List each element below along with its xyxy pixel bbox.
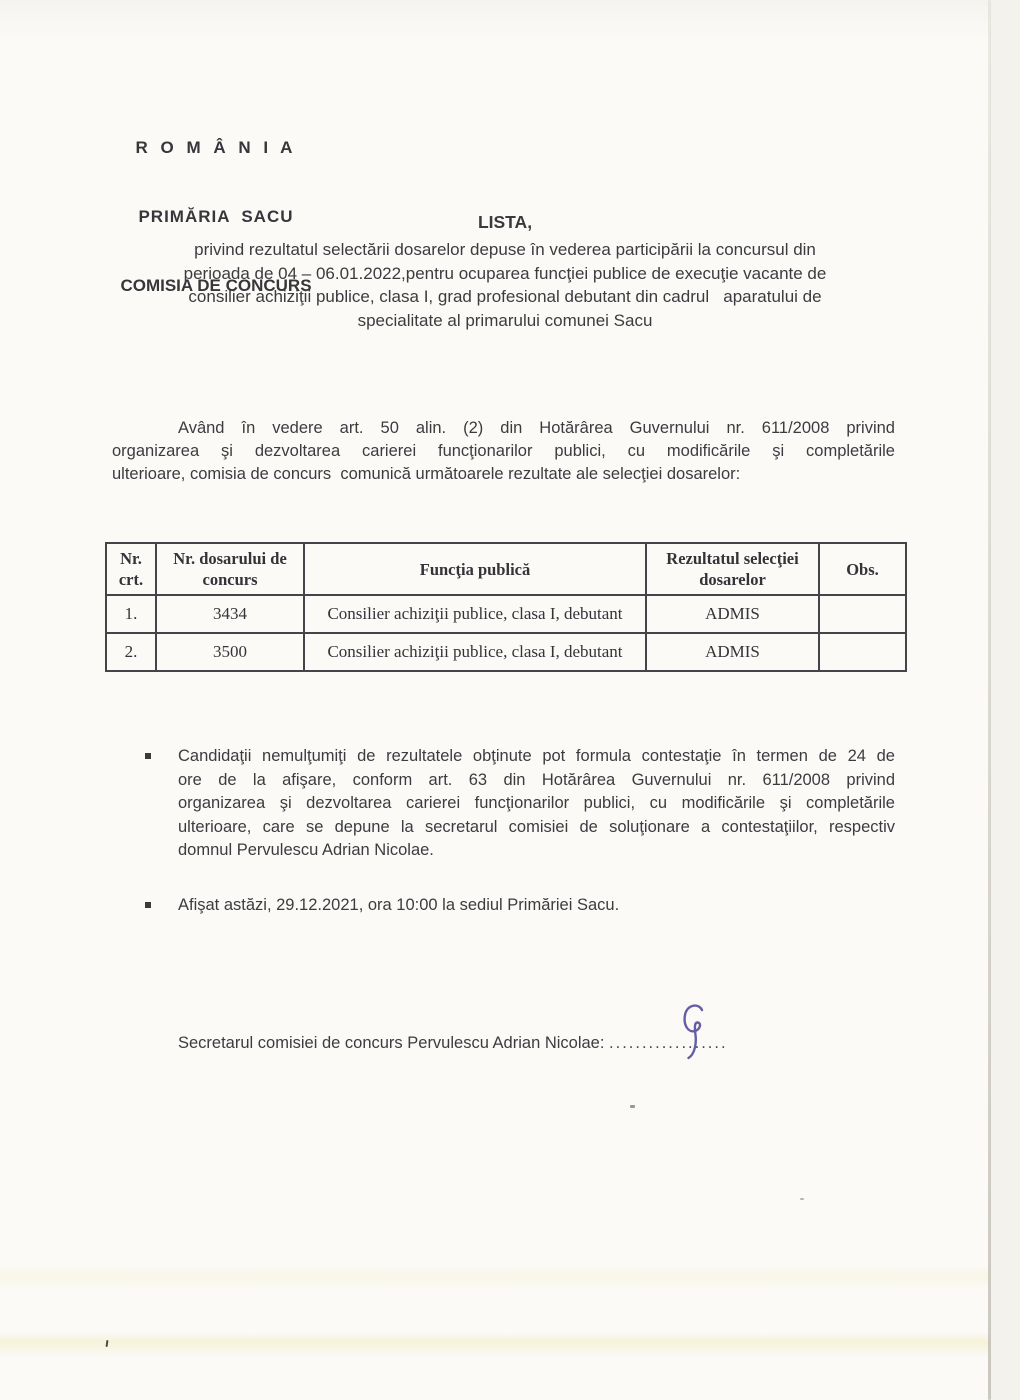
header-cell-nr-dosar: Nr. dosarului de concurs (156, 543, 304, 595)
cell-obs (819, 633, 906, 671)
document-subtitle (105, 238, 905, 332)
bullet-square-icon (145, 894, 178, 908)
cell-nr: 1. (106, 595, 156, 633)
signature-dots-right: ............ (648, 1034, 728, 1052)
bullet-line: ulterioare, care se depune la secretarul comisiei de soluţionare a contestaţiilor, respectiv (178, 817, 895, 836)
header-cell-rezultat: Rezultatul selecţiei dosarelor (646, 543, 819, 595)
header-cell-obs: Obs. (819, 543, 906, 595)
cell-functie: Consilier achiziţii publice, clasa I, debutant (304, 595, 646, 633)
subtitle-line: specialitate al primarului comunei Sacu (357, 310, 653, 330)
bullet-square-icon (145, 745, 178, 759)
intro-line: Având în vedere art. 50 alin. (2) din Hotărârea Guvernului nr. 611/2008 privind (178, 419, 895, 437)
letterhead-institution: PRIMĂRIA SACU (138, 207, 294, 226)
cell-nr: 2. (106, 633, 156, 671)
table-header-row (106, 543, 906, 595)
scan-speck (800, 1198, 804, 1200)
handwritten-signature-icon (674, 1001, 716, 1065)
scan-page-edge-line (988, 0, 991, 1400)
bullet-text (178, 894, 895, 918)
bullet-line: organizarea şi dezvoltarea carierei funcţionarilor publici, cu modificările şi completările (178, 794, 895, 812)
subtitle-line: consilier achiziţii publice, clasa I, grad profesional debutant din cadrul aparatului de (188, 287, 822, 306)
document-heading: LISTA, (477, 212, 533, 232)
scan-speck (106, 1340, 109, 1347)
bullet-item-afisat (145, 894, 895, 918)
bullet-line: ore de la afişare, conform art. 63 din Hotărârea Guvernului nr. 611/2008 privind (178, 770, 895, 789)
signature-line (178, 1034, 728, 1053)
cell-rezultat: ADMIS (646, 633, 819, 671)
results-table (105, 542, 907, 672)
header-cell-nr-crt: Nr. crt. (106, 543, 156, 595)
subtitle-line: privind rezultatul selectării dosarelor depuse în vederea participării la concursul din (194, 240, 816, 259)
intro-line: ulterioare, comisia de concurs comunică următoarele rezultate ale selecţiei dosarelor: (112, 465, 741, 483)
table-row (106, 633, 906, 671)
table-row (106, 595, 906, 633)
cell-dosar: 3500 (156, 633, 304, 671)
letterhead-country: R O M Â N I A (135, 138, 297, 157)
scan-speck (630, 1105, 635, 1108)
intro-paragraph (112, 417, 895, 486)
signature-label: Secretarul comisiei de concurs Pervulescu Adrian Nicolae: (178, 1034, 610, 1052)
cell-rezultat: ADMIS (646, 595, 819, 633)
letterhead-committee: COMISIA DE CONCURS (120, 276, 312, 295)
header-cell-functia: Funcţia publică (304, 543, 646, 595)
cell-functie: Consilier achiziţii publice, clasa I, debutant (304, 633, 646, 671)
bullet-line: Afişat astăzi, 29.12.2021, ora 10:00 la sediul Primăriei Sacu. (178, 896, 620, 914)
subtitle-line: perioada de 04 – 06.01.2022,pentru ocuparea funcţiei publice de execuţie vacante de (183, 263, 827, 283)
cell-dosar: 3434 (156, 595, 304, 633)
scan-page-edge-strip (990, 0, 1020, 1400)
bullet-text (178, 745, 895, 863)
intro-line: organizarea şi dezvoltarea carierei funcţionarilor publici, cu modificările şi completările (112, 442, 895, 460)
bullet-line: domnul Pervulescu Adrian Nicolae. (178, 841, 434, 859)
bullet-line: Candidaţii nemulţumiţi de rezultatele obţinute pot formula contestaţie în termen de 24 de (178, 747, 895, 765)
bullet-item-contestatie (145, 745, 895, 863)
cell-obs (819, 595, 906, 633)
signature-dots-left: ...... (609, 1034, 649, 1052)
